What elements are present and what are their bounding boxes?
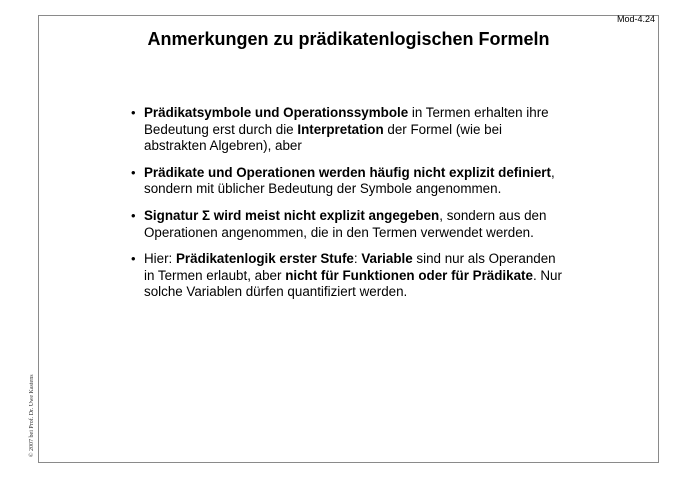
body-text: . Nur solche Variablen dürfen quantifiziert werden. xyxy=(144,267,562,300)
copyright-notice: © 2007 bei Prof. Dr. Uwe Kastens xyxy=(29,374,35,457)
bullet-dot-icon: • xyxy=(131,105,136,120)
bold-text: nicht für Funktionen oder für Prädikate xyxy=(285,267,533,283)
bold-text: Signatur Σ wird meist nicht explizit angegeben xyxy=(144,207,440,223)
bullet-dot-icon: • xyxy=(131,207,136,223)
bullet-item xyxy=(128,251,568,301)
body-text: in Termen erhalten ihre Bedeutung erst durch die xyxy=(144,105,549,137)
bold-text: Prädikatenlogik erster Stufe xyxy=(176,251,354,267)
bullet-item xyxy=(128,165,568,198)
bold-text: Interpretation xyxy=(297,121,384,137)
bullet-dot-icon: • xyxy=(131,164,136,180)
bullet-list xyxy=(128,105,568,311)
bold-text: Variable xyxy=(361,251,413,267)
bullet-item xyxy=(128,105,568,155)
body-text: , sondern aus den Operationen angenommen, die in den Termen verwendet werden. xyxy=(144,207,547,240)
bullet-dot-icon: • xyxy=(131,251,136,267)
bold-text: Prädikate und Operationen werden häufig nicht explizit definiert xyxy=(144,164,551,180)
body-text: , sondern mit üblicher Bedeutung der Symbole angenommen. xyxy=(144,164,555,197)
slide-id: Mod-4.24 xyxy=(616,14,655,24)
bold-text: Prädikatsymbole und Operationssymbole xyxy=(144,105,409,120)
page-title: Anmerkungen zu prädikatenlogischen Formeln xyxy=(147,29,550,49)
body-text: der Formel (wie bei abstrakten Algebren), aber xyxy=(144,121,502,154)
body-text: : xyxy=(353,251,362,267)
body-text: sind nur als Operanden in Termen erlaubt, aber xyxy=(144,251,556,283)
body-text: Hier: xyxy=(144,251,176,267)
bullet-item xyxy=(128,208,568,241)
